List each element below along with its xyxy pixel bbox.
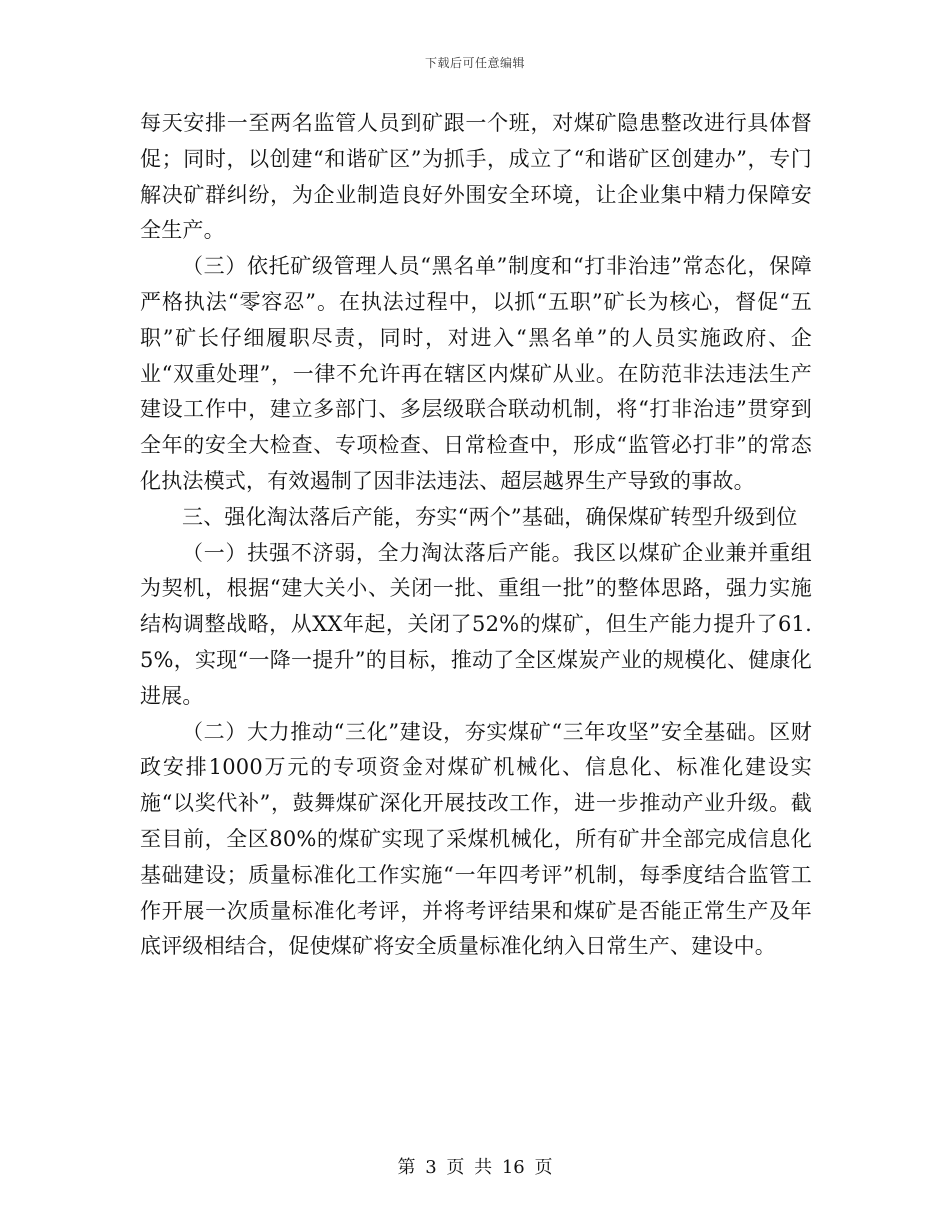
paragraph-1: 每天安排一至两名监管人员到矿跟一个班，对煤矿隐患整改进行具体督促；同时，以创建“和谐矿区”为抓手，成立了“和谐矿区创建办”，专门解决矿群纠纷，为企业制造良好外围安全环境，让企业集中精力保障安全生产。 xyxy=(140,111,812,243)
page-footer: 第 3 页 共 16 页 xyxy=(397,1157,553,1178)
paragraph-2: （三）依托矿级管理人员“黑名单”制度和“打非治违”常态化，保障严格执法“零容忍”。在执法过程中，以抓“五职”矿长为核心，督促“五职”矿长仔细履职尽责，同时，对进入“黑名单”的人员实施政府、企业“双重处理”，一律不允许再在辖区内煤矿从业。在防范非法违法生产建设工作中，建立多部门、多层级联合联动机制，将“打非治违”贯穿到全年的安全大检查、专项检查、日常检查中，形成“监管必打非”的常态化执法模式，有效遏制了因非法违法、超层越界生产导致的事故。 xyxy=(140,254,812,493)
document-body xyxy=(140,106,812,965)
section-heading-3: 三、强化淘汰落后产能，夯实“两个”基础，确保煤矿转型升级到位 xyxy=(182,504,798,529)
paragraph-4: （一）扶强不济弱，全力淘汰落后产能。我区以煤矿企业兼并重组为契机，根据“建大关小、关闭一批、重组一批”的整体思路，强力实施结构调整战略，从XX年起，关闭了52%的煤矿，但生产能力提升了61.5%，实现“一降一提升”的目标，推动了全区煤炭产业的规模化、健康化进展。 xyxy=(140,540,812,708)
page-header: 下载后可任意编辑 xyxy=(424,56,525,70)
paragraph-5: （二）大力推动“三化”建设，夯实煤矿“三年攻坚”安全基础。区财政安排1000万元的专项资金对煤矿机械化、信息化、标准化建设实施“以奖代补”，鼓舞煤矿深化开展技改工作，进一步推动产业升级。截至目前，全区80%的煤矿实现了采煤机械化，所有矿井全部完成信息化基础建设；质量标准化工作实施“一年四考评”机制，每季度结合监管工作开展一次质量标准化考评，并将考评结果和煤矿是否能正常生产及年底评级相结合，促使煤矿将安全质量标准化纳入日常生产、建设中。 xyxy=(140,719,812,959)
